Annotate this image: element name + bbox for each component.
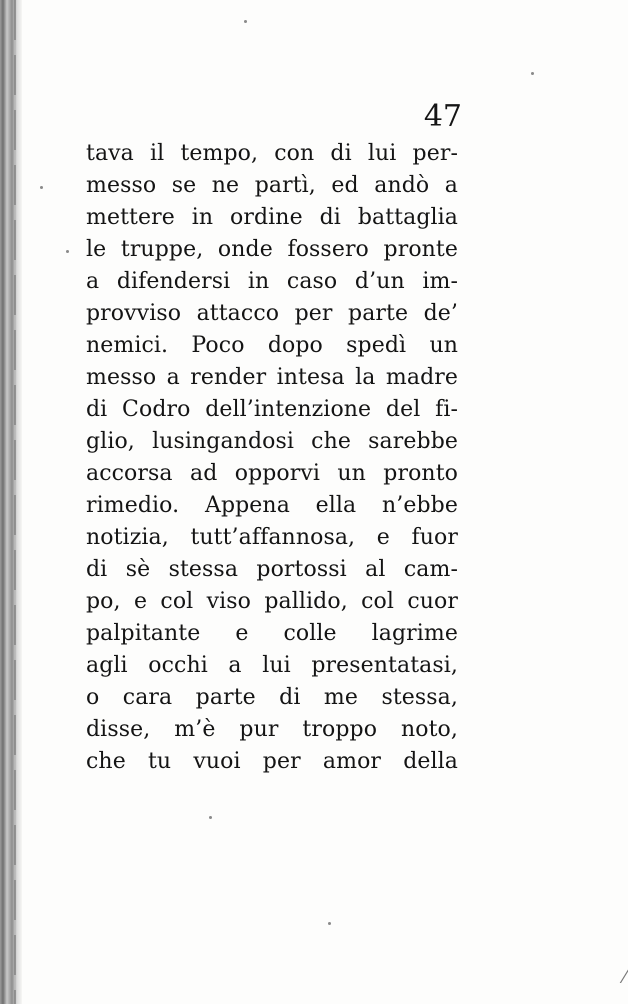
text-line: agli occhi a lui presentatasi, (86, 653, 458, 678)
text-line: rimedio. Appena ella n’ebbe (86, 493, 458, 518)
text-line: tava il tempo, con di lui per- (86, 141, 458, 166)
text-line: di sè stessa portossi al cam- (86, 557, 458, 582)
text-line: disse, m’è pur troppo noto, (86, 717, 458, 742)
paper-speck (66, 250, 69, 253)
text-line: o cara parte di me stessa, (86, 685, 458, 710)
text-line: palpitante e colle lagrime (86, 621, 458, 646)
paper-speck (209, 816, 212, 819)
text-line: a difendersi in caso d’un im- (86, 269, 458, 294)
text-line: mettere in ordine di battaglia (86, 205, 458, 230)
text-line: le truppe, onde fossero pronte (86, 237, 458, 262)
edge-mark: ⁄ (622, 967, 626, 988)
text-line: messo a render intesa la madre (86, 365, 458, 390)
text-line: po, e col viso pallido, col cuor (86, 589, 458, 614)
text-line: accorsa ad opporvi un pronto (86, 461, 458, 486)
text-line: glio, lusingandosi che sarebbe (86, 429, 458, 454)
page-text (86, 138, 458, 778)
binding-edge (0, 0, 22, 1004)
text-line: notizia, tutt’affannosa, e fuor (86, 525, 458, 550)
paper-speck (531, 72, 534, 75)
page-number: 47 (423, 99, 462, 134)
paper-speck (328, 922, 331, 925)
text-line: nemici. Poco dopo spedì un (86, 333, 458, 358)
text-line: di Codro dell’intenzione del fi- (86, 397, 458, 422)
text-line: provviso attacco per parte de’ (86, 301, 458, 326)
text-line: che tu vuoi per amor della (86, 749, 458, 774)
paper-speck (40, 186, 43, 189)
paper-speck (244, 20, 247, 23)
text-line: messo se ne partì, ed andò a (86, 173, 458, 198)
